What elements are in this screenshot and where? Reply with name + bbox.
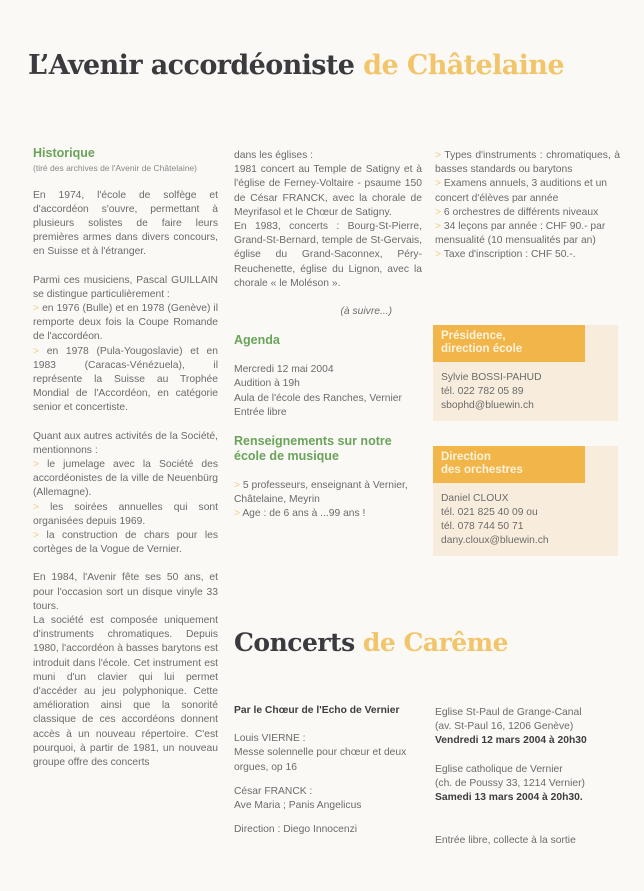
column-historique	[33, 146, 218, 770]
title-accent: de Châtelaine	[363, 50, 564, 81]
contact-email[interactable]: dany.cloux@bluewin.ch	[441, 535, 549, 546]
concert-program	[234, 704, 424, 837]
bullet-item: > 34 leçons par année : CHF 90.- par mensualité (10 mensualités par an)	[435, 220, 620, 248]
bullet-item: > en 1976 (Bulle) et en 1978 (Genève) il remporte deux fois la Coupe Romande de l'accordéon.	[33, 302, 218, 345]
to-be-continued: (à suivre...)	[340, 306, 392, 318]
box-heading-line: Direction	[441, 451, 491, 463]
paragraph: En 1974, l'école de solfège et d'accordéon s'ouvre, permettant à plusieurs solistes de faire leurs premières armes dans divers concours, en Suisse et à l'étranger.	[33, 189, 218, 258]
box-body	[433, 362, 618, 421]
box-heading	[433, 325, 585, 362]
contact-box-orchestres	[433, 446, 618, 556]
agenda-line: Entrée libre	[234, 406, 287, 418]
entry-info: Entrée libre, collecte à la sortie	[435, 835, 576, 847]
agenda-line: Aula de l'école des Ranches, Vernier	[234, 392, 402, 404]
box-heading-line: Présidence,	[441, 330, 506, 342]
page-title	[28, 50, 564, 81]
composer: César FRANCK :	[234, 785, 313, 797]
venue-name: Eglise catholique de Vernier	[435, 763, 563, 775]
source-note: (tiré des archives de l'Avenir de Châtelaine)	[33, 163, 197, 173]
performer: Par le Chœur de l'Echo de Vernier	[234, 705, 400, 716]
contact-name: Sylvie BOSSI-PAHUD	[441, 372, 542, 383]
paragraph: dans les églises :	[234, 150, 313, 161]
box-body	[433, 483, 618, 556]
paragraph: 1981 concert au Temple de Satigny et à l'église de Ferney-Voltaire - psaume 150 de César FRANCK, avec la chorale de Meyrifasol et le Chœur de Satigny.	[234, 164, 422, 218]
column-right	[435, 149, 620, 263]
paragraph: En 1983, concerts : Bourg-St-Pierre, Grand-St-Bernard, temple de St-Gervais, église du Grand-Saconnex, Péry-Reuchenette, église du Lignon, avec la chorale « le Moléson ».	[234, 221, 422, 289]
bullet-item: > le jumelage avec la Société des accordéonistes de la ville de Neuenbürg (Allemagne).	[33, 458, 218, 501]
contact-name: Daniel CLOUX	[441, 493, 509, 504]
contact-box-presidence	[433, 325, 618, 421]
bullet-item: > Age : de 6 ans à ...99 ans !	[234, 507, 422, 521]
bullet-item: > la construction de chars pour les cortèges de la Vogue de Vernier.	[33, 529, 218, 557]
venue-address: (av. St-Paul 16, 1206 Genève)	[435, 721, 574, 733]
contact-phone: tél. 021 825 40 09 ou	[441, 507, 538, 518]
concerts-title	[234, 628, 508, 657]
contact-phone: tél. 022 782 05 89	[441, 386, 524, 397]
work-title: Ave Maria ; Panis Angelicus	[234, 800, 362, 812]
agenda-line: Audition à 19h	[234, 378, 300, 390]
concert-venues	[435, 706, 620, 848]
column-middle	[234, 149, 422, 522]
contact-phone: tél. 078 744 50 71	[441, 521, 524, 532]
paragraph: Quant aux autres activités de la Société, mentionnons :	[33, 430, 218, 456]
bullet-item: > les soirées annuelles qui sont organisées depuis 1969.	[33, 501, 218, 529]
venue-address: (ch. de Poussy 33, 1214 Vernier)	[435, 777, 585, 789]
box-heading-line: direction école	[441, 343, 523, 355]
agenda-heading: Agenda	[234, 333, 280, 348]
concerts-title-main: Concerts	[234, 628, 355, 657]
paragraph: En 1984, l'Avenir fête ses 50 ans, et pour l'occasion sort un disque vinyle 33 tours.	[33, 572, 218, 612]
bullet-item: > Examens annuels, 3 auditions et un concert d'élèves par année	[435, 177, 620, 205]
direction: Direction : Diego Innocenzi	[234, 824, 358, 836]
bullet-item: > 6 orchestres de différents niveaux	[435, 206, 620, 220]
agenda-line: Mercredi 12 mai 2004	[234, 364, 334, 376]
historique-heading: Historique	[33, 146, 95, 160]
paragraph: La société est composée uniquement d'instruments chromatiques. Depuis 1980, l'accordéon à basses barytons est introduit dans l'école. Cet instrument est muni d'un clavier qui lui permet d'accéder au jeu polyphonique. Cette amélioration ainsi que la sonorité classique de ces accordéons donnent accès à un nouveau répertoire. C'est pourquoi, à partir de 1981, un nouveau groupe offre des concerts	[33, 614, 218, 769]
work-title: Messe solennelle pour chœur et deux orgues, op 16	[234, 747, 407, 773]
title-main: L’Avenir accordéoniste	[28, 50, 355, 81]
venue-date: Samedi 13 mars 2004 à 20h30.	[435, 792, 583, 804]
bullet-item: > Types d'instruments : chromatiques, à basses standards ou barytons	[435, 149, 620, 177]
venue-name: Eglise St-Paul de Grange-Canal	[435, 707, 582, 718]
bullet-item: > 5 professeurs, enseignant à Vernier, Châtelaine, Meyrin	[234, 479, 422, 507]
contact-email[interactable]: sbophd@bluewin.ch	[441, 400, 534, 411]
concerts-title-accent: de Carême	[362, 628, 509, 657]
bullet-item: > en 1978 (Pula-Yougoslavie) et en 1983 (Caracas-Vénézuela), il représente la Suisse au Trophée Mondial de l'Accordéon, en catégorie senior et concertiste.	[33, 345, 218, 416]
venue-date: Vendredi 12 mars 2004 à 20h30	[435, 735, 587, 747]
composer: Louis VIERNE :	[234, 733, 306, 745]
paragraph: Parmi ces musiciens, Pascal GUILLAIN se distingue particulièrement :	[33, 274, 218, 300]
bullet-item: > Taxe d'inscription : CHF 50.-.	[435, 248, 620, 262]
box-heading-line: des orchestres	[441, 464, 523, 476]
box-heading	[433, 446, 585, 483]
renseignements-heading: Renseignements sur notre école de musique	[234, 434, 392, 464]
